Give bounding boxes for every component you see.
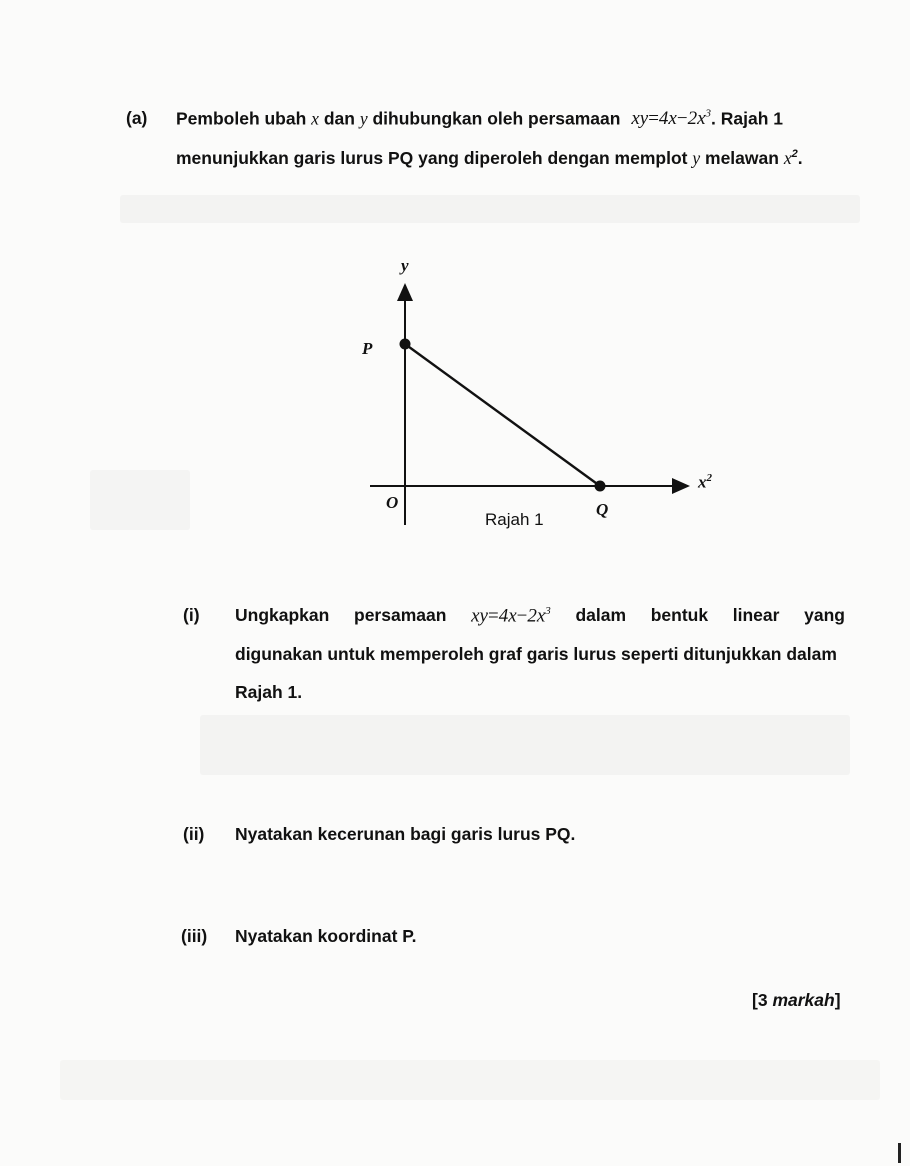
page-edge-mark — [898, 1143, 901, 1163]
part-label: (a) — [126, 108, 148, 128]
y-axis-label: y — [401, 256, 409, 275]
origin-label: O — [386, 493, 399, 512]
point-q-label: Q — [596, 500, 609, 519]
subq-iii-label: (iii) — [181, 926, 208, 946]
subq-i-equation: $xy=4x-2x^3$ — [471, 605, 551, 627]
intro-line-2: menunjukkan garis lurus PQ yang diperoleh dengan memplot y melawan $x^2$. — [176, 148, 803, 168]
marks-label: [3 markah] — [752, 990, 841, 1010]
subq-i-line-2: digunakan untuk memperoleh graf garis lurus seperti ditunjukkan dalam — [235, 644, 837, 664]
intro-equation: $xy=4x-2x^3$ — [631, 108, 712, 130]
point-q — [595, 481, 606, 492]
subq-i-line-1: Ungkapkan persamaan $xy=4x-2x^3$ dalam bentuk linear yang — [235, 605, 845, 627]
line-pq — [405, 344, 600, 486]
subq-ii-text: Nyatakan kecerunan bagi garis lurus PQ. — [235, 824, 576, 844]
point-p — [400, 339, 411, 350]
intro-line-1: Pemboleh ubah x dan y dihubungkan oleh persamaan $xy=4x-2x^3$. Rajah 1 — [176, 108, 783, 130]
subq-iii-text: Nyatakan koordinat P. — [235, 926, 417, 946]
x-axis-label: $x^2$ — [698, 472, 712, 492]
subq-ii-label: (ii) — [183, 824, 205, 844]
subq-i-label: (i) — [183, 605, 200, 625]
figure-caption: Rajah 1 — [485, 510, 544, 529]
point-p-label: P — [362, 339, 373, 358]
subq-i-line-3: Rajah 1. — [235, 682, 303, 702]
